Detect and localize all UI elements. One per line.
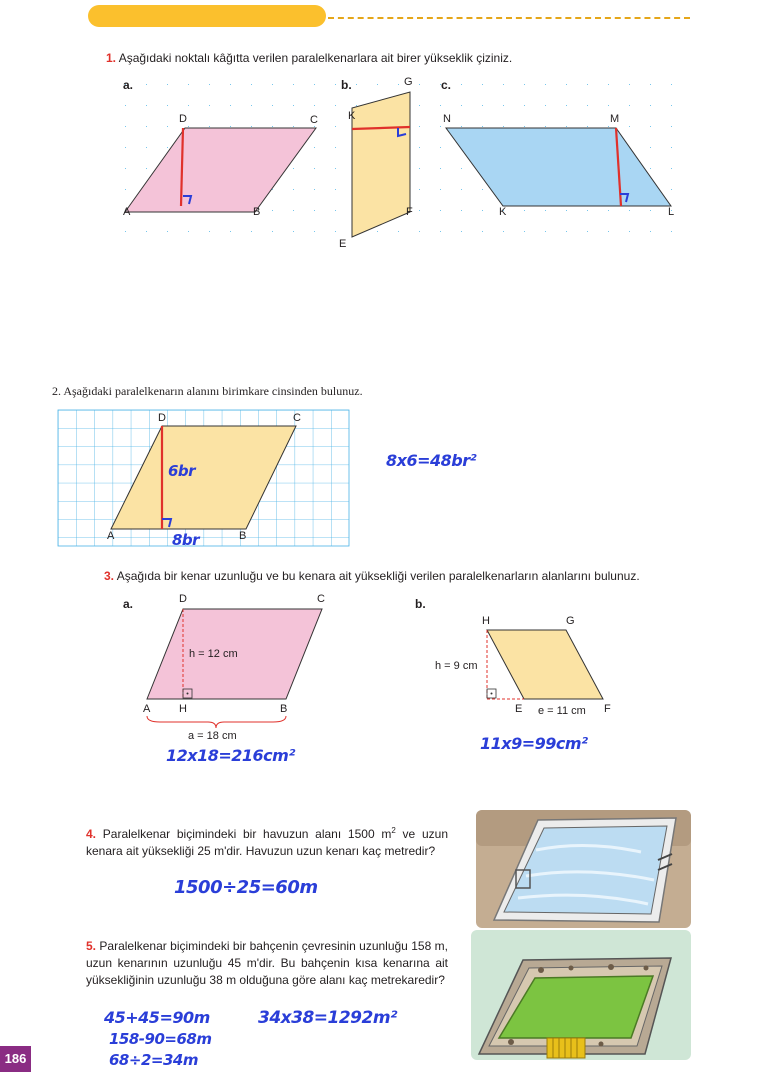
garden-gate	[547, 1038, 585, 1058]
q1b-point-e: E	[339, 238, 347, 250]
q3b-point-g: G	[566, 615, 575, 627]
q2-text: 2. Aşağıdaki paralelkenarın alanını birimkare cinsinden bulunuz.	[52, 384, 363, 398]
page-number-badge: 186	[0, 1046, 31, 1072]
q5-work-line-1: 45+45=90m	[104, 1008, 210, 1027]
q3a-height-label: h = 12 cm	[189, 648, 238, 660]
q3b-point-f: F	[604, 703, 611, 715]
q1c-point-l: L	[668, 206, 675, 218]
q5-text: 5. Paralelkenar biçimindeki bir bahçenin çevresinin uzunluğu 158 m, uzun kenarının uzunluğu 45 m'dir. Bu bahçenin kısa kenarına ait yüksekliğinin uzunluğu 38 m olduğuna göre alanı kaç metrekaredir?	[86, 939, 448, 987]
q2-base-note: 8br	[172, 531, 200, 549]
q1c-label: c.	[441, 78, 452, 92]
q1a-point-a: A	[123, 206, 131, 218]
q1c-point-n: N	[443, 113, 451, 125]
q3a-answer: 12x18=216cm²	[166, 746, 295, 765]
q3a-point-b: B	[280, 703, 288, 715]
q3b-base-label: e = 11 cm	[538, 705, 586, 717]
q3b-height-label: h = 9 cm	[435, 660, 478, 672]
q2-point-b: B	[239, 530, 247, 542]
q4-answer: 1500÷25=60m	[174, 877, 318, 898]
q3-text: 3. Aşağıda bir kenar uzunluğu ve bu kenara ait yüksekliği verilen paralelkenarların alanlarını bulunuz.	[104, 569, 640, 583]
q3b-label: b.	[415, 597, 426, 611]
q2-point-a: A	[107, 530, 115, 542]
q4-text: 4. Paralelkenar biçimindeki bir havuzun alanı 1500 $m^2$ ve uzun kenara ait yüksekliği 25 m'dir. Havuzun uzun kenarı kaç metredir?	[86, 826, 448, 858]
q1a-point-c: C	[310, 114, 318, 126]
q3a-point-a: A	[143, 703, 151, 715]
q1a-point-d: D	[179, 113, 187, 125]
q5-answer: 34x38=1292m²	[258, 1008, 397, 1028]
q3a-point-h: H	[179, 703, 187, 715]
q2-answer: 8x6=48br²	[386, 451, 477, 470]
q1c-point-k: K	[499, 206, 507, 218]
q1a-label: a.	[123, 78, 134, 92]
q3b-point-h: H	[482, 615, 490, 627]
q3b-answer: 11x9=99cm²	[480, 734, 588, 753]
garden-image	[471, 930, 691, 1060]
q2-point-d: D	[158, 412, 166, 424]
q1b-point-g: G	[404, 76, 413, 88]
q3a-point-d: D	[179, 593, 187, 605]
q3a-label: a.	[123, 597, 134, 611]
pool-image	[476, 810, 691, 928]
q3b-parallelogram	[487, 630, 603, 699]
q3a-base-label: a = 18 cm	[188, 730, 237, 742]
q1a-point-b: B	[253, 206, 261, 218]
q2-point-c: C	[293, 412, 301, 424]
q1b-label: b.	[341, 78, 352, 92]
q3a-point-c: C	[317, 593, 325, 605]
q1b-point-k: K	[348, 110, 356, 122]
q3a-base-brace	[147, 716, 286, 728]
q1c-point-m: M	[610, 113, 620, 125]
q2-height-note: 6br	[168, 462, 196, 480]
q5-work-line-3: 68÷2=34m	[109, 1051, 198, 1069]
q5-work-line-2: 158-90=68m	[109, 1030, 212, 1048]
q3b-point-e: E	[515, 703, 523, 715]
q1-text: 1. Aşağıdaki noktalı kâğıtta verilen paralelkenarlara ait birer yükseklik çiziniz.	[106, 51, 513, 65]
q1b-point-f: F	[406, 206, 413, 218]
